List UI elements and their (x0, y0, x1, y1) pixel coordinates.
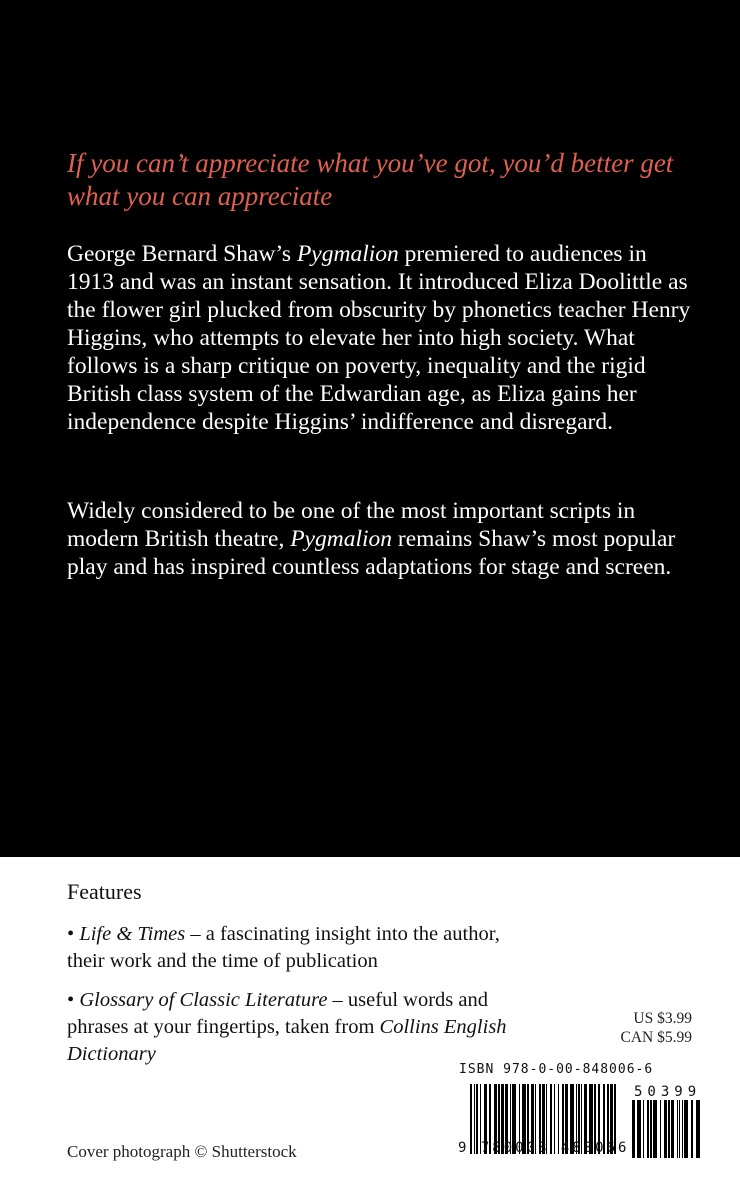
barcode-bar (682, 1100, 683, 1158)
price-block (621, 1009, 692, 1047)
barcode-bar (696, 1100, 700, 1158)
feature-text: – a fascinating insight into the author, their work and the time of publication (67, 923, 500, 972)
barcode-bar (677, 1100, 678, 1158)
barcode-bar (650, 1100, 652, 1158)
barcode-bar (660, 1100, 661, 1158)
barcode-bar (691, 1100, 693, 1158)
blurb-text: Widely considered to be one of the most important scripts in modern British theatre, (67, 498, 636, 552)
barcode-bar (637, 1100, 641, 1158)
barcode-bar (632, 1100, 635, 1158)
book-title: Pygmalion (296, 241, 399, 267)
barcode-bar (679, 1100, 680, 1158)
barcode-digits: 9 780008 480066 (458, 1140, 630, 1156)
feature-item (67, 921, 507, 975)
barcode-bar (647, 1100, 649, 1158)
barcode-addon (632, 1100, 704, 1158)
dictionary-title: Collins English Dictionary (67, 1016, 507, 1065)
price-us: US $3.99 (633, 1010, 692, 1027)
feature-title: Glossary of Classic Literature (79, 989, 328, 1011)
blurb-paragraph-1 (67, 240, 692, 436)
features-heading: Features (67, 879, 142, 904)
blurb-text: George Bernard Shaw’s (67, 241, 297, 267)
price-can: CAN $5.99 (620, 1029, 692, 1046)
barcode-bar (671, 1100, 674, 1158)
blurb-text: premiered to audiences in 1913 and was an instant sensation. It introduced Eliza Doolittle as the flower girl plucked from obscurity by phonetics teacher Henry Higgins, who attempts to elevate her into high society. What follows is a sharp critique on poverty, inequality and the rigid British class system of the Edwardian age, as Eliza gains her independence despite Higgins’ indifference and disregard. (67, 241, 691, 435)
barcode-bar (664, 1100, 667, 1158)
barcode-bar (653, 1100, 657, 1158)
isbn-label: ISBN 978-0-00-848006-6 (459, 1062, 654, 1077)
blurb-paragraph-2 (67, 497, 692, 581)
book-title: Pygmalion (290, 526, 393, 552)
cover-white-panel (0, 857, 740, 1200)
barcode-bar (684, 1100, 688, 1158)
feature-item (67, 987, 507, 1068)
barcode-addon-digits: 50399 (634, 1084, 702, 1100)
blurb-text: remains Shaw’s most popular play and has inspired countless adaptations for stage and screen. (67, 526, 676, 580)
tagline: If you can’t appreciate what you’ve got, you’d better get what you can appreciate (67, 148, 674, 211)
bullet: • (67, 989, 80, 1011)
barcode-bar (643, 1100, 644, 1158)
barcode-bar (668, 1100, 670, 1158)
bullet: • (67, 923, 80, 945)
photo-credit: Cover photograph © Shutterstock (67, 1142, 297, 1161)
feature-title: Life & Times (79, 923, 186, 945)
feature-text: – useful words and phrases at your fingertips, taken from (67, 989, 488, 1038)
